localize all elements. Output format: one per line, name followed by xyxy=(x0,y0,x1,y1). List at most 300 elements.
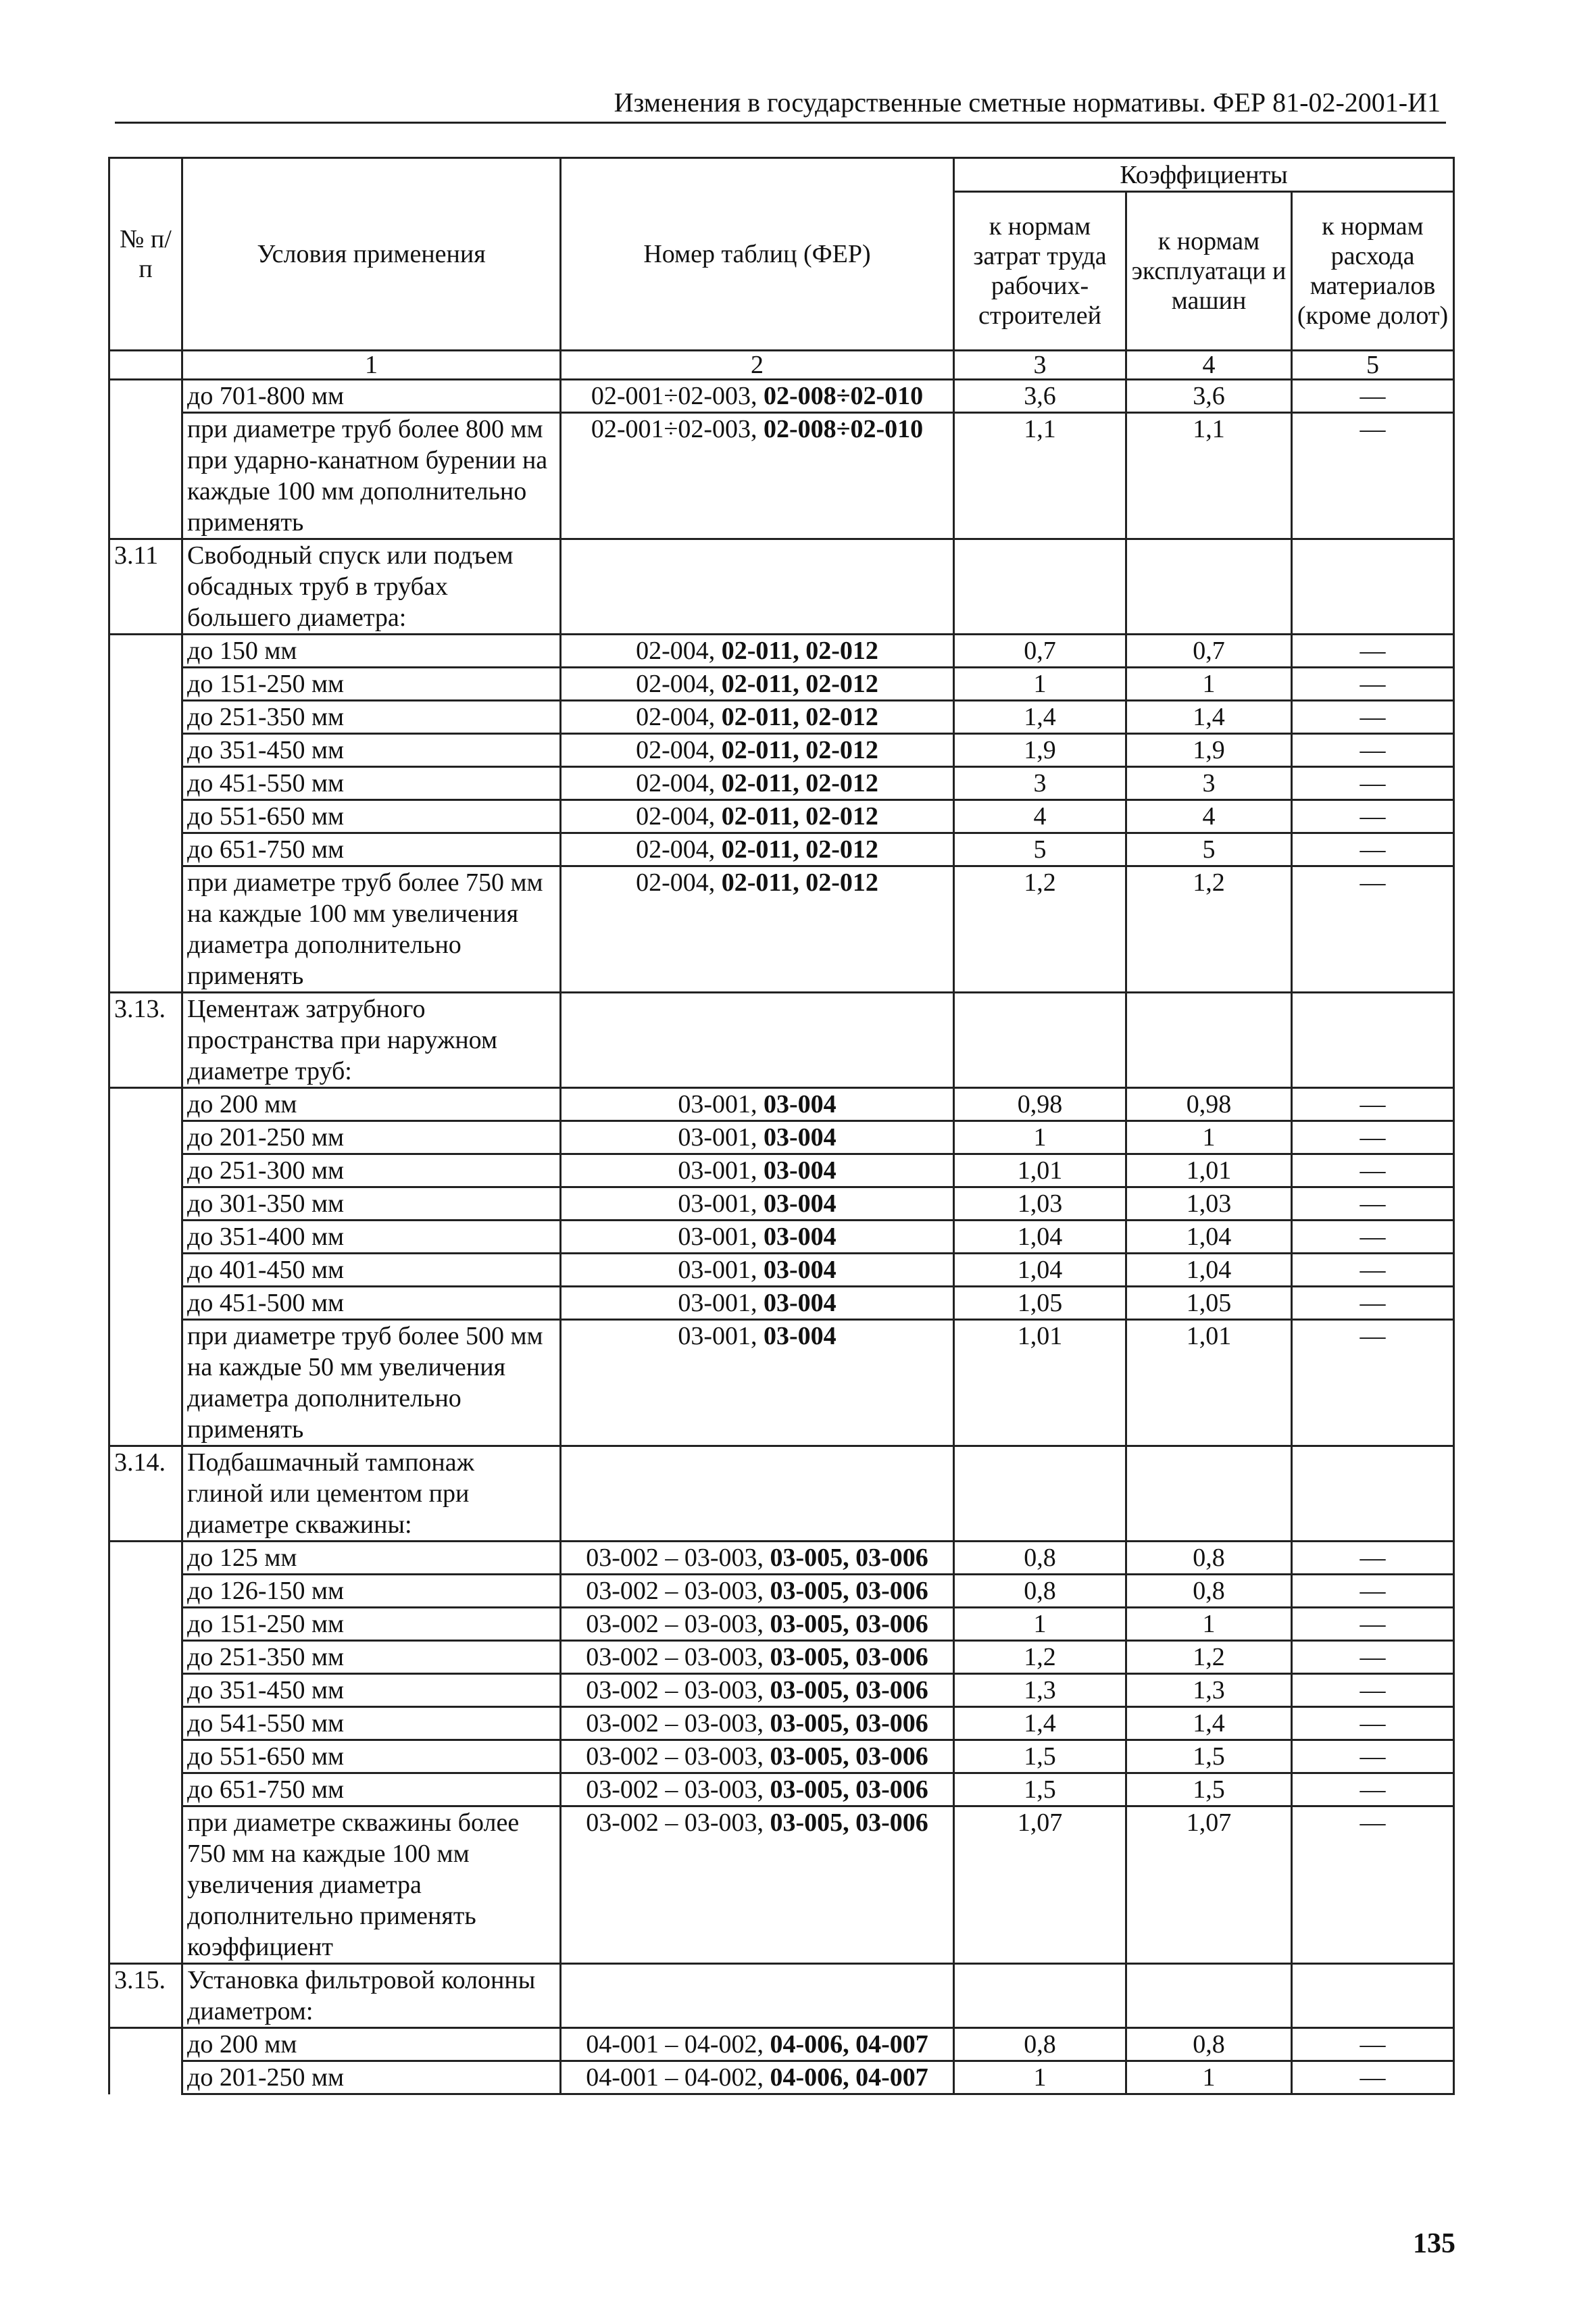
table-row xyxy=(109,668,1454,701)
fer-tables-bold: 02-011, 02-012 xyxy=(721,868,878,897)
coef-labor-cell: 5 xyxy=(954,833,1126,866)
fer-tables-cell xyxy=(561,1806,954,1964)
row-number xyxy=(109,1187,182,1221)
coef-labor-cell: 0,8 xyxy=(954,1542,1126,1575)
fer-tables-cell xyxy=(561,1121,954,1154)
fer-tables-bold: 02-011, 02-012 xyxy=(721,835,878,864)
coef-machines-cell: 1,5 xyxy=(1126,1740,1292,1773)
condition-cell: до 251-350 мм xyxy=(182,701,561,734)
coef-machines-cell: 1,4 xyxy=(1126,701,1292,734)
coef-labor-cell: 1,07 xyxy=(954,1806,1126,1964)
condition-cell: при диаметре труб более 800 мм при ударно-канатном бурении на каждые 100 мм дополнительно применять xyxy=(182,413,561,539)
fer-tables-bold: 03-005, 03-006 xyxy=(770,1742,928,1771)
fer-tables-cell xyxy=(561,1740,954,1773)
condition-cell: до 201-250 мм xyxy=(182,1121,561,1154)
row-number: 3.11 xyxy=(109,539,182,635)
condition-cell: до 551-650 мм xyxy=(182,1740,561,1773)
row-number: 3.13. xyxy=(109,993,182,1088)
coef-materials-cell: — xyxy=(1292,1187,1454,1221)
condition-cell: Цементаж затрубного пространства при наружном диаметре труб: xyxy=(182,993,561,1088)
fer-tables-cell xyxy=(561,2061,954,2094)
column-number: 2 xyxy=(561,351,954,380)
fer-tables-bold: 03-004 xyxy=(764,1322,837,1350)
fer-tables-cell xyxy=(561,1674,954,1707)
coef-materials-cell: — xyxy=(1292,1154,1454,1187)
fer-tables-plain: 03-001, xyxy=(678,1256,764,1284)
coef-labor-cell: 1,05 xyxy=(954,1287,1126,1320)
fer-tables-plain: 03-002 – 03-003, xyxy=(586,1676,770,1704)
coef-machines-cell: 0,7 xyxy=(1126,635,1292,668)
coef-machines-cell: 1,5 xyxy=(1126,1773,1292,1806)
fer-tables-plain: 03-001, xyxy=(678,1289,764,1317)
condition-cell: до 541-550 мм xyxy=(182,1707,561,1740)
row-number xyxy=(109,1254,182,1287)
coef-machines-cell: 5 xyxy=(1126,833,1292,866)
condition-cell: до 126-150 мм xyxy=(182,1575,561,1608)
fer-tables-cell xyxy=(561,701,954,734)
coef-labor-cell: 1 xyxy=(954,668,1126,701)
row-number xyxy=(109,380,182,413)
table-row xyxy=(109,701,1454,734)
row-number xyxy=(109,701,182,734)
fer-tables-bold: 03-005, 03-006 xyxy=(770,1577,928,1605)
coef-machines-cell: 3 xyxy=(1126,767,1292,800)
coef-labor-cell: 1,3 xyxy=(954,1674,1126,1707)
coef-materials-cell: — xyxy=(1292,1641,1454,1674)
fer-tables-plain: 03-002 – 03-003, xyxy=(586,1808,770,1837)
coef-materials-cell: — xyxy=(1292,1740,1454,1773)
coef-materials-cell: — xyxy=(1292,1806,1454,1964)
header-materials: к нормам расхода материалов (кроме долот) xyxy=(1292,192,1454,351)
fer-tables-plain: 02-004, xyxy=(636,670,722,698)
fer-tables-plain: 04-001 – 04-002, xyxy=(586,2063,770,2092)
coef-machines-cell: 1,01 xyxy=(1126,1154,1292,1187)
fer-tables-cell xyxy=(561,1608,954,1641)
fer-tables-cell xyxy=(561,1446,954,1542)
table-row xyxy=(109,2061,1454,2094)
table-row xyxy=(109,1542,1454,1575)
fer-tables-bold: 03-004 xyxy=(764,1256,837,1284)
fer-tables-cell xyxy=(561,734,954,767)
condition-cell: до 151-250 мм xyxy=(182,668,561,701)
coef-materials-cell: — xyxy=(1292,1320,1454,1446)
fer-tables-plain: 02-001÷02-003, xyxy=(591,382,764,410)
fer-tables-cell xyxy=(561,833,954,866)
coef-machines-cell: 1,05 xyxy=(1126,1287,1292,1320)
fer-tables-plain: 03-001, xyxy=(678,1223,764,1251)
row-number xyxy=(109,1121,182,1154)
row-number xyxy=(109,2061,182,2094)
header-machines: к нормам эксплуатаци и машин xyxy=(1126,192,1292,351)
table-row xyxy=(109,800,1454,833)
fer-tables-plain: 04-001 – 04-002, xyxy=(586,2030,770,2059)
coef-machines-cell: 0,8 xyxy=(1126,1575,1292,1608)
coef-machines-cell: 1 xyxy=(1126,2061,1292,2094)
coef-materials-cell: — xyxy=(1292,1575,1454,1608)
row-number xyxy=(109,1088,182,1121)
fer-tables-plain: 02-004, xyxy=(636,703,722,731)
coef-labor-cell: 1,03 xyxy=(954,1187,1126,1221)
coef-materials-cell: — xyxy=(1292,2028,1454,2061)
fer-tables-bold: 02-011, 02-012 xyxy=(721,769,878,797)
coef-machines-cell: 3,6 xyxy=(1126,380,1292,413)
fer-tables-plain: 03-002 – 03-003, xyxy=(586,1544,770,1572)
fer-tables-bold: 03-005, 03-006 xyxy=(770,1775,928,1804)
column-number: 3 xyxy=(954,351,1126,380)
fer-tables-bold: 03-005, 03-006 xyxy=(770,1544,928,1572)
table-row xyxy=(109,1320,1454,1446)
coef-materials-cell: — xyxy=(1292,413,1454,539)
column-number xyxy=(109,351,182,380)
row-number xyxy=(109,1806,182,1964)
table-row xyxy=(109,1773,1454,1806)
fer-tables-plain: 03-002 – 03-003, xyxy=(586,1610,770,1638)
fer-tables-plain: 03-002 – 03-003, xyxy=(586,1643,770,1671)
table-row xyxy=(109,1446,1454,1542)
condition-cell: Свободный спуск или подъем обсадных труб в трубах большего диаметра: xyxy=(182,539,561,635)
coef-materials-cell: — xyxy=(1292,1221,1454,1254)
coef-labor-cell: 1,4 xyxy=(954,1707,1126,1740)
page-header xyxy=(115,87,1446,124)
coef-labor-cell: 4 xyxy=(954,800,1126,833)
coef-materials-cell: — xyxy=(1292,1707,1454,1740)
fer-tables-bold: 02-008÷02-010 xyxy=(764,415,924,443)
coef-machines-cell: 1,03 xyxy=(1126,1187,1292,1221)
row-number xyxy=(109,1154,182,1187)
fer-tables-bold: 02-011, 02-012 xyxy=(721,802,878,831)
header-title: Изменения в государственные сметные нормативы. ФЕР 81-02-2001-И1 xyxy=(614,87,1441,118)
table-row xyxy=(109,1287,1454,1320)
condition-cell: до 151-250 мм xyxy=(182,1608,561,1641)
coef-labor-cell: 1,01 xyxy=(954,1320,1126,1446)
coef-labor-cell xyxy=(954,1964,1126,2028)
coef-materials-cell: — xyxy=(1292,800,1454,833)
header-num: № п/п xyxy=(109,158,182,351)
coef-machines-cell: 1 xyxy=(1126,1608,1292,1641)
fer-tables-cell xyxy=(561,539,954,635)
fer-tables-bold: 02-011, 02-012 xyxy=(721,637,878,665)
coef-labor-cell: 1,5 xyxy=(954,1773,1126,1806)
table-row xyxy=(109,635,1454,668)
table-row xyxy=(109,767,1454,800)
table-row xyxy=(109,993,1454,1088)
coef-machines-cell: 0,98 xyxy=(1126,1088,1292,1121)
fer-tables-cell xyxy=(561,1088,954,1121)
coef-materials-cell: — xyxy=(1292,1608,1454,1641)
fer-tables-cell xyxy=(561,635,954,668)
fer-tables-bold: 03-004 xyxy=(764,1223,837,1251)
coef-machines-cell: 1,4 xyxy=(1126,1707,1292,1740)
condition-cell: до 351-450 мм xyxy=(182,1674,561,1707)
table-row xyxy=(109,380,1454,413)
condition-cell: Подбашмачный тампонаж глиной или цементом при диаметре скважины: xyxy=(182,1446,561,1542)
coef-labor-cell: 1,4 xyxy=(954,701,1126,734)
column-number: 5 xyxy=(1292,351,1454,380)
table-body xyxy=(109,351,1454,2094)
fer-tables-cell xyxy=(561,1707,954,1740)
coef-machines-cell: 1,07 xyxy=(1126,1806,1292,1964)
coef-materials-cell: — xyxy=(1292,2061,1454,2094)
table-row xyxy=(109,1806,1454,1964)
fer-tables-cell xyxy=(561,1287,954,1320)
condition-cell: до 651-750 мм xyxy=(182,833,561,866)
row-number xyxy=(109,1641,182,1674)
fer-tables-cell xyxy=(561,380,954,413)
condition-cell: до 351-400 мм xyxy=(182,1221,561,1254)
row-number: 3.14. xyxy=(109,1446,182,1542)
table-row xyxy=(109,539,1454,635)
coef-labor-cell: 3,6 xyxy=(954,380,1126,413)
row-number xyxy=(109,767,182,800)
condition-cell: до 150 мм xyxy=(182,635,561,668)
coef-labor-cell: 1,04 xyxy=(954,1221,1126,1254)
row-number xyxy=(109,2028,182,2061)
coef-materials-cell xyxy=(1292,1446,1454,1542)
table-row xyxy=(109,413,1454,539)
coef-labor-cell: 1,04 xyxy=(954,1254,1126,1287)
coefficients-table-container xyxy=(108,157,1453,2095)
coef-machines-cell: 1,2 xyxy=(1126,866,1292,993)
coef-materials-cell: — xyxy=(1292,1254,1454,1287)
coef-machines-cell: 1,04 xyxy=(1126,1221,1292,1254)
table-row xyxy=(109,1154,1454,1187)
row-number xyxy=(109,1575,182,1608)
fer-tables-cell xyxy=(561,1542,954,1575)
page-number: 135 xyxy=(1413,2228,1455,2259)
coef-labor-cell: 1 xyxy=(954,1121,1126,1154)
fer-tables-plain: 03-001, xyxy=(678,1156,764,1185)
coef-machines-cell: 1,9 xyxy=(1126,734,1292,767)
row-number xyxy=(109,1674,182,1707)
coef-materials-cell: — xyxy=(1292,866,1454,993)
coef-materials-cell: — xyxy=(1292,701,1454,734)
condition-cell: до 301-350 мм xyxy=(182,1187,561,1221)
column-number: 1 xyxy=(182,351,561,380)
fer-tables-bold: 03-004 xyxy=(764,1156,837,1185)
coef-labor-cell: 0,7 xyxy=(954,635,1126,668)
row-number xyxy=(109,668,182,701)
row-number xyxy=(109,1608,182,1641)
coef-labor-cell xyxy=(954,993,1126,1088)
header-condition: Условия применения xyxy=(182,158,561,351)
fer-tables-plain: 02-004, xyxy=(636,835,722,864)
coef-machines-cell: 1 xyxy=(1126,1121,1292,1154)
coef-labor-cell: 0,8 xyxy=(954,2028,1126,2061)
coef-machines-cell: 1,3 xyxy=(1126,1674,1292,1707)
table-row xyxy=(109,1707,1454,1740)
coef-materials-cell: — xyxy=(1292,734,1454,767)
condition-cell: при диаметре труб более 750 мм на каждые 100 мм увеличения диаметра дополнительно применять xyxy=(182,866,561,993)
table-row xyxy=(109,1254,1454,1287)
coef-machines-cell: 1 xyxy=(1126,668,1292,701)
fer-tables-cell xyxy=(561,1641,954,1674)
coef-labor-cell: 1,9 xyxy=(954,734,1126,767)
coef-labor-cell: 1,5 xyxy=(954,1740,1126,1773)
table-row xyxy=(109,2028,1454,2061)
fer-tables-cell xyxy=(561,1254,954,1287)
fer-tables-cell xyxy=(561,1154,954,1187)
fer-tables-bold: 03-005, 03-006 xyxy=(770,1643,928,1671)
condition-cell: до 200 мм xyxy=(182,2028,561,2061)
coef-materials-cell: — xyxy=(1292,833,1454,866)
table-row xyxy=(109,1221,1454,1254)
fer-tables-plain: 03-002 – 03-003, xyxy=(586,1742,770,1771)
table-row xyxy=(109,734,1454,767)
fer-tables-bold: 03-005, 03-006 xyxy=(770,1610,928,1638)
coef-labor-cell: 0,98 xyxy=(954,1088,1126,1121)
header-labor: к нормам затрат труда рабочих-строителей xyxy=(954,192,1126,351)
fer-tables-plain: 02-004, xyxy=(636,637,722,665)
row-number xyxy=(109,1320,182,1446)
condition-cell: до 451-550 мм xyxy=(182,767,561,800)
row-number xyxy=(109,800,182,833)
fer-tables-bold: 04-006, 04-007 xyxy=(770,2063,928,2092)
condition-cell: до 125 мм xyxy=(182,1542,561,1575)
coef-machines-cell: 1,04 xyxy=(1126,1254,1292,1287)
fer-tables-cell xyxy=(561,668,954,701)
row-number xyxy=(109,866,182,993)
fer-tables-cell xyxy=(561,800,954,833)
row-number xyxy=(109,734,182,767)
coef-materials-cell xyxy=(1292,993,1454,1088)
fer-tables-bold: 02-008÷02-010 xyxy=(764,382,924,410)
coef-materials-cell xyxy=(1292,539,1454,635)
condition-cell: до 551-650 мм xyxy=(182,800,561,833)
coef-machines-cell xyxy=(1126,539,1292,635)
fer-tables-plain: 02-004, xyxy=(636,736,722,764)
row-number xyxy=(109,1542,182,1575)
fer-tables-bold: 03-005, 03-006 xyxy=(770,1676,928,1704)
coef-machines-cell: 1,1 xyxy=(1126,413,1292,539)
condition-cell: Установка фильтровой колонны диаметром: xyxy=(182,1964,561,2028)
fer-tables-cell xyxy=(561,1575,954,1608)
fer-tables-bold: 02-011, 02-012 xyxy=(721,670,878,698)
coefficients-table xyxy=(108,157,1455,2095)
table-header xyxy=(109,158,1454,351)
coef-labor-cell: 1,01 xyxy=(954,1154,1126,1187)
row-number xyxy=(109,413,182,539)
fer-tables-bold: 02-011, 02-012 xyxy=(721,703,878,731)
fer-tables-cell xyxy=(561,767,954,800)
fer-tables-bold: 02-011, 02-012 xyxy=(721,736,878,764)
condition-cell: до 651-750 мм xyxy=(182,1773,561,1806)
row-number xyxy=(109,1221,182,1254)
fer-tables-plain: 02-004, xyxy=(636,868,722,897)
row-number xyxy=(109,635,182,668)
coef-materials-cell: — xyxy=(1292,1773,1454,1806)
coef-machines-cell: 1,01 xyxy=(1126,1320,1292,1446)
fer-tables-cell xyxy=(561,993,954,1088)
fer-tables-bold: 03-004 xyxy=(764,1090,837,1118)
table-row xyxy=(109,1674,1454,1707)
condition-cell: до 351-450 мм xyxy=(182,734,561,767)
row-number xyxy=(109,833,182,866)
coef-machines-cell: 0,8 xyxy=(1126,1542,1292,1575)
coef-labor-cell: 3 xyxy=(954,767,1126,800)
coef-materials-cell: — xyxy=(1292,668,1454,701)
table-row xyxy=(109,1641,1454,1674)
fer-tables-plain: 03-002 – 03-003, xyxy=(586,1775,770,1804)
coef-materials-cell: — xyxy=(1292,635,1454,668)
coef-materials-cell: — xyxy=(1292,1674,1454,1707)
fer-tables-bold: 03-004 xyxy=(764,1289,837,1317)
fer-tables-cell xyxy=(561,1187,954,1221)
coef-labor-cell xyxy=(954,1446,1126,1542)
coef-materials-cell: — xyxy=(1292,1542,1454,1575)
table-row xyxy=(109,833,1454,866)
coef-machines-cell: 4 xyxy=(1126,800,1292,833)
coef-labor-cell: 1 xyxy=(954,1608,1126,1641)
column-number: 4 xyxy=(1126,351,1292,380)
table-row xyxy=(109,1088,1454,1121)
coef-materials-cell xyxy=(1292,1964,1454,2028)
fer-tables-plain: 03-002 – 03-003, xyxy=(586,1577,770,1605)
coef-materials-cell: — xyxy=(1292,767,1454,800)
coef-machines-cell xyxy=(1126,1964,1292,2028)
fer-tables-plain: 02-004, xyxy=(636,802,722,831)
coef-materials-cell: — xyxy=(1292,1287,1454,1320)
coef-materials-cell: — xyxy=(1292,1088,1454,1121)
fer-tables-plain: 02-001÷02-003, xyxy=(591,415,764,443)
condition-cell: до 451-500 мм xyxy=(182,1287,561,1320)
coef-materials-cell: — xyxy=(1292,1121,1454,1154)
fer-tables-cell xyxy=(561,1320,954,1446)
fer-tables-cell xyxy=(561,1221,954,1254)
coef-labor-cell: 1 xyxy=(954,2061,1126,2094)
table-row xyxy=(109,1740,1454,1773)
fer-tables-bold: 03-005, 03-006 xyxy=(770,1709,928,1738)
coef-labor-cell xyxy=(954,539,1126,635)
fer-tables-plain: 02-004, xyxy=(636,769,722,797)
coef-materials-cell: — xyxy=(1292,380,1454,413)
coef-labor-cell: 1,2 xyxy=(954,1641,1126,1674)
coef-machines-cell: 1,2 xyxy=(1126,1641,1292,1674)
header-coefficients: Коэффициенты xyxy=(954,158,1454,192)
row-number xyxy=(109,1740,182,1773)
fer-tables-plain: 03-001, xyxy=(678,1189,764,1218)
fer-tables-plain: 03-001, xyxy=(678,1322,764,1350)
fer-tables-cell xyxy=(561,1964,954,2028)
condition-cell: до 701-800 мм xyxy=(182,380,561,413)
condition-cell: до 251-350 мм xyxy=(182,1641,561,1674)
fer-tables-cell xyxy=(561,2028,954,2061)
table-row xyxy=(109,1575,1454,1608)
coef-machines-cell xyxy=(1126,993,1292,1088)
fer-tables-bold: 03-004 xyxy=(764,1189,837,1218)
row-number xyxy=(109,1707,182,1740)
condition-cell: при диаметре скважины более 750 мм на каждые 100 мм увеличения диаметра дополнительно применять коэффициент xyxy=(182,1806,561,1964)
coef-labor-cell: 1,1 xyxy=(954,413,1126,539)
table-row xyxy=(109,1121,1454,1154)
row-number xyxy=(109,1773,182,1806)
row-number: 3.15. xyxy=(109,1964,182,2028)
fer-tables-plain: 03-001, xyxy=(678,1090,764,1118)
fer-tables-bold: 04-006, 04-007 xyxy=(770,2030,928,2059)
fer-tables-cell xyxy=(561,413,954,539)
condition-cell: до 401-450 мм xyxy=(182,1254,561,1287)
table-row xyxy=(109,1187,1454,1221)
coef-machines-cell xyxy=(1126,1446,1292,1542)
header-fer: Номер таблиц (ФЕР) xyxy=(561,158,954,351)
fer-tables-cell xyxy=(561,866,954,993)
condition-cell: до 201-250 мм xyxy=(182,2061,561,2094)
fer-tables-bold: 03-004 xyxy=(764,1123,837,1152)
condition-cell: до 200 мм xyxy=(182,1088,561,1121)
table-row xyxy=(109,1608,1454,1641)
table-row xyxy=(109,866,1454,993)
row-number xyxy=(109,1287,182,1320)
column-numbers-row xyxy=(109,351,1454,380)
